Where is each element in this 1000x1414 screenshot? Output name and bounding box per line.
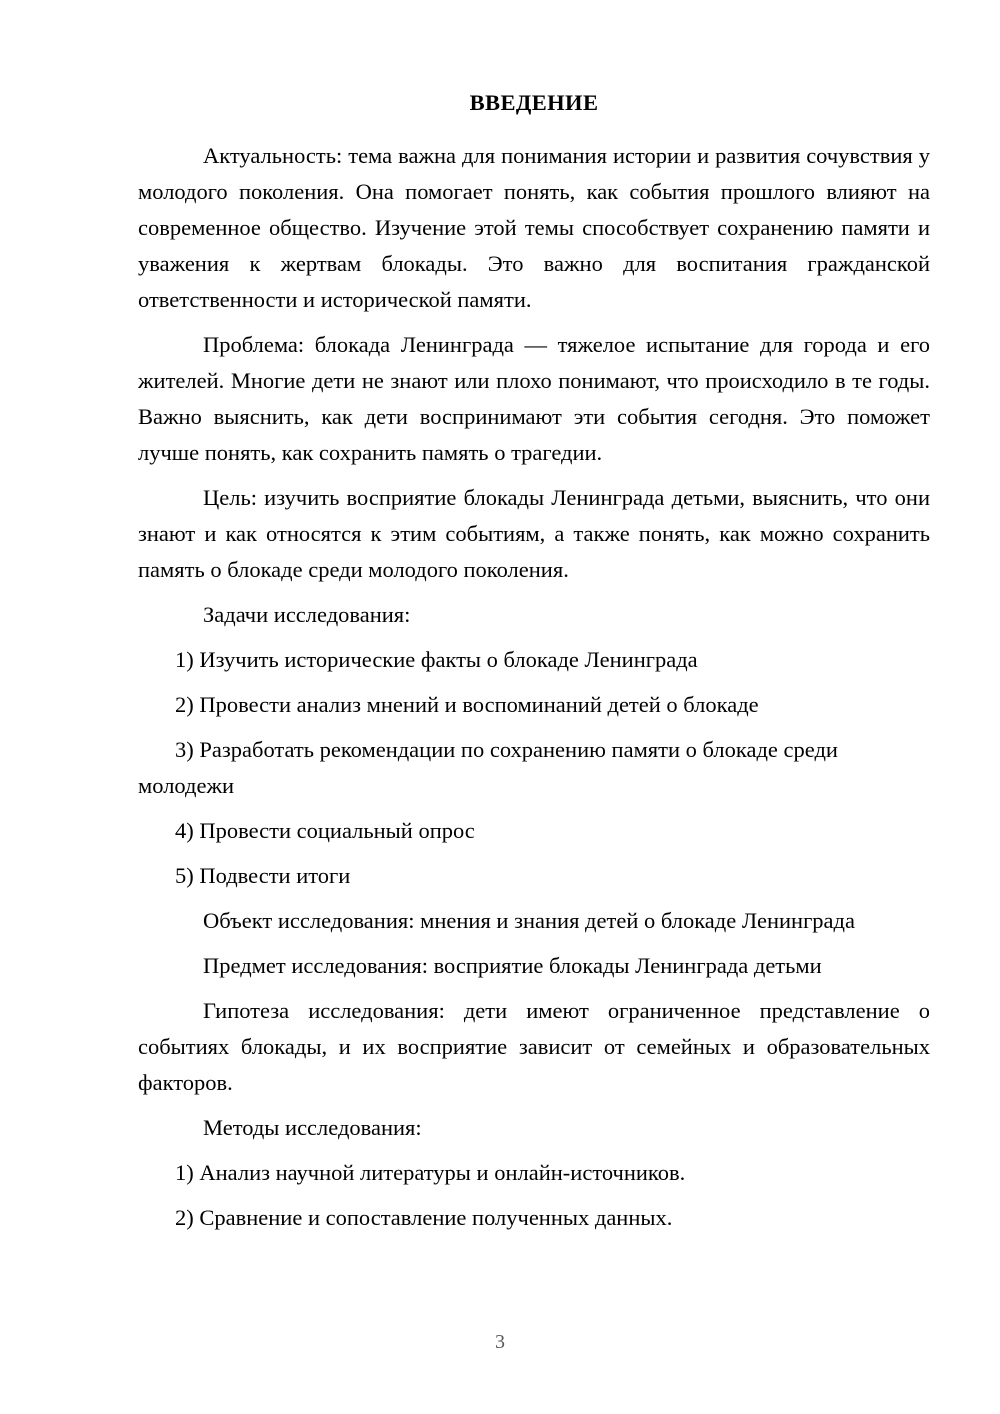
document-body xyxy=(138,88,930,1245)
list-item: 1) Изучить исторические факты о блокаде Ленинграда xyxy=(175,647,698,672)
paragraph-hypothesis: Гипотеза исследования: дети имеют ограниченное представление о событиях блокады, и их восприятие зависит от семейных и образовательных факторов. xyxy=(138,998,930,1095)
paragraph-goal: Цель: изучить восприятие блокады Ленинграда детьми, выяснить, что они знают и как относятся к этим событиям, а также понять, как можно сохранить память о блокаде среди молодого поколения. xyxy=(138,485,930,582)
page-number: 3 xyxy=(495,1331,505,1353)
page-title: ВВЕДЕНИЕ xyxy=(469,90,599,115)
list-item: 1) Анализ научной литературы и онлайн-источников. xyxy=(175,1160,686,1185)
object-of-research: Объект исследования: мнения и знания детей о блокаде Ленинграда xyxy=(203,908,855,933)
list-item: 4) Провести социальный опрос xyxy=(175,818,475,843)
list-item: 2) Провести анализ мнений и воспоминаний детей о блокаде xyxy=(175,692,759,717)
list-item: 2) Сравнение и сопоставление полученных данных. xyxy=(175,1205,673,1230)
list-item: 3) Разработать рекомендации по сохранению памяти о блокаде среди молодежи xyxy=(138,737,838,798)
paragraph-problem: Проблема: блокада Ленинграда — тяжелое испытание для города и его жителей. Многие дети не знают или плохо понимают, что происходило в те годы. Важно выяснить, как дети воспринимают эти события сегодня. Это поможет лучше понять, как сохранить память о трагедии. xyxy=(138,332,930,465)
tasks-label: Задачи исследования: xyxy=(203,602,411,627)
subject-of-research: Предмет исследования: восприятие блокады Ленинграда детьми xyxy=(203,953,822,978)
methods-label: Методы исследования: xyxy=(203,1115,422,1140)
list-item: 5) Подвести итоги xyxy=(175,863,351,888)
paragraph-relevance: Актуальность: тема важна для понимания истории и развития сочувствия у молодого поколения. Она помогает понять, как события прошлого влияют на современное общество. Изучение этой темы способствует сохранению памяти и уважения к жертвам блокады. Это важно для воспитания гражданской ответственности и исторической памяти. xyxy=(138,143,930,312)
